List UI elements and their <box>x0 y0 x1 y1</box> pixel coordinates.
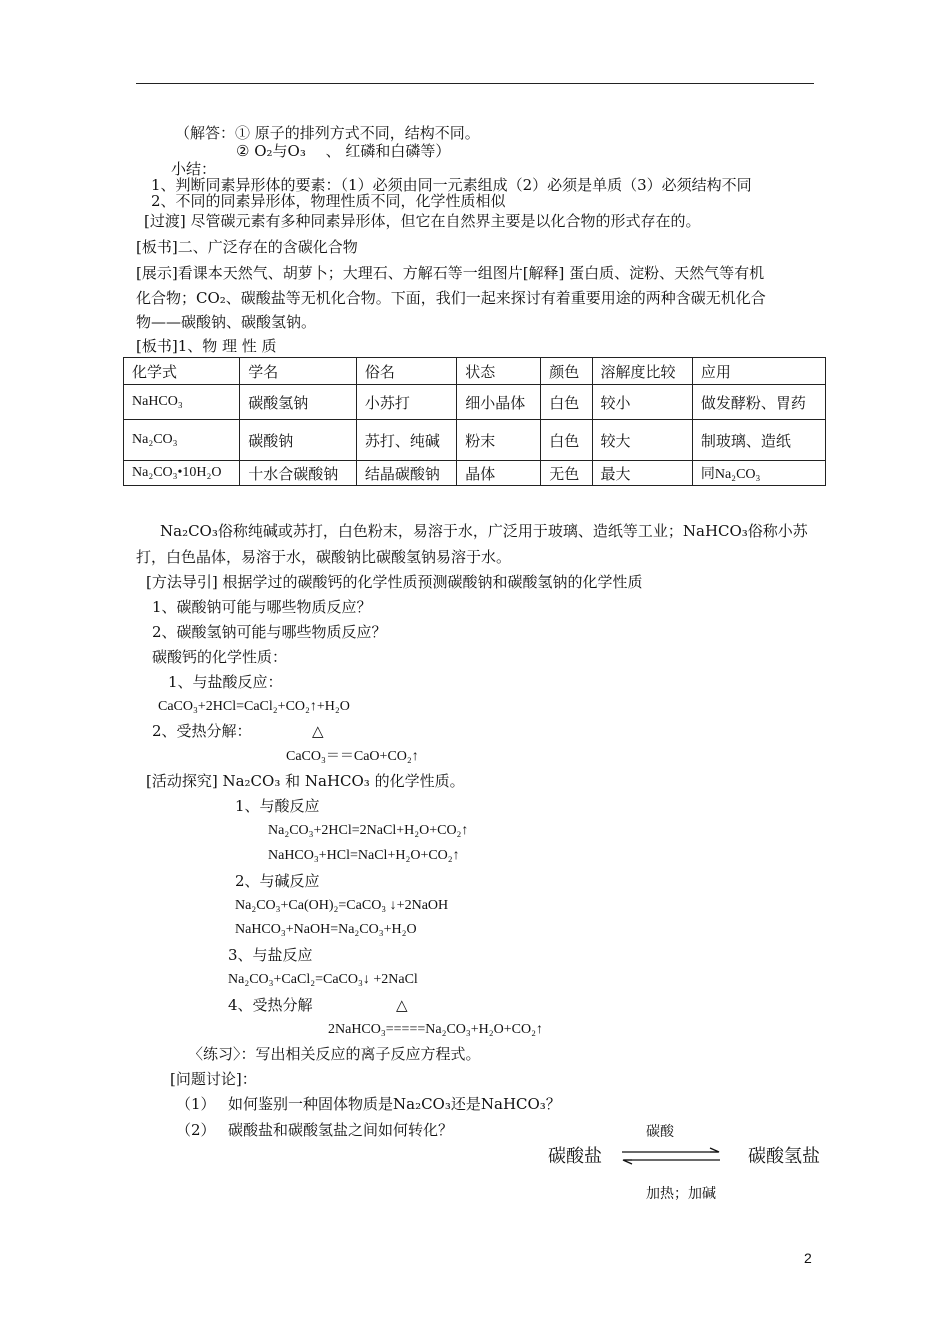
diagram-left-label: 碳酸盐 <box>548 1146 602 1167</box>
acid-equation-1: Na₂CO₃+2HCl=2NaCl+H₂O+CO₂↑ <box>268 823 469 838</box>
table-cell: 苏打、纯碱 <box>356 420 456 461</box>
board-heading-2: [板书]二、广泛存在的含碳化合物 <box>136 238 358 256</box>
caco3-heading-1: 1、与盐酸反应： <box>168 673 283 691</box>
table-row <box>124 461 826 486</box>
discussion-q2-number: （2） <box>176 1121 216 1139</box>
table-cell: 白色 <box>541 385 592 420</box>
page-number: 2 <box>804 1250 812 1266</box>
table-header: 应用 <box>692 358 825 385</box>
table-cell: 碳酸氢钠 <box>240 385 357 420</box>
summary-item-1: 1、判断同素异形体的要素：（1）必须由同一元素组成（2）必须是单质（3）必须结构不同 <box>151 176 752 194</box>
answer-line-1: （解答：① 原子的排列方式不同，结构不同。 <box>175 124 480 142</box>
table-cell: 结晶碳酸钠 <box>356 461 456 486</box>
summary-item-2: 2、不同的同素异形体，物理性质不同，化学性质相似 <box>151 192 506 210</box>
para-line-1: Na₂CO₃俗称纯碱或苏打，白色粉末，易溶于水，广泛用于玻璃、造纸等工业；NaHCO₃俗称小苏 <box>160 522 808 540</box>
table-row <box>124 385 826 420</box>
summary-title: 小结： <box>171 160 217 178</box>
table-cell: 无色 <box>541 461 592 486</box>
acid-heading: 1、与酸反应 <box>235 797 320 815</box>
table-cell: 小苏打 <box>356 385 456 420</box>
caco3-heading-2: 2、受热分解： <box>152 722 252 740</box>
table-header: 颜色 <box>541 358 592 385</box>
delta-symbol: △ <box>312 722 324 740</box>
table-cell: 做发酵粉、胃药 <box>692 385 825 420</box>
para-line-2: 打，白色晶体，易溶于水，碳酸钠比碳酸氢钠易溶于水。 <box>136 548 512 566</box>
table-cell: 同Na₂CO₃ <box>692 461 825 486</box>
table-cell: 白色 <box>541 420 592 461</box>
display-line-2: 化合物；CO₂、碳酸盐等无机化合物。下面，我们一起来探讨有着重要用途的两种含碳无机化合 <box>136 289 766 307</box>
caco3-equation-2: CaCO₃＝＝CaO+CO₂↑ <box>286 749 419 764</box>
transition-text: [过渡] 尽管碳元素有多种同素异形体，但它在自然界主要是以化合物的形式存在的。 <box>144 212 701 230</box>
heat-equation-1: 2NaHCO₃=====Na₂CO₃+H₂O+CO₂↑ <box>328 1022 543 1037</box>
table-header: 溶解度比较 <box>592 358 692 385</box>
table-header: 俗名 <box>356 358 456 385</box>
board-heading-1: [板书]1、物 理 性 质 <box>136 337 277 355</box>
question-2: 2、碳酸氢钠可能与哪些物质反应？ <box>152 623 387 641</box>
reversible-arrow-icon <box>618 1145 724 1167</box>
discussion-q1: 如何鉴别一种固体物质是Na₂CO₃还是NaHCO₃？ <box>228 1095 561 1113</box>
practice-text: 〈练习〉：写出相关反应的离子反应方程式。 <box>188 1045 481 1063</box>
header-rule <box>136 83 814 84</box>
answer-line-2: ② O₂与O₃ 、 红磷和白磷等） <box>236 142 451 160</box>
display-line-3: 物——碳酸钠、碳酸氢钠。 <box>136 313 317 331</box>
caco3-equation-1: CaCO₃+2HCl=CaCl₂+CO₂↑+H₂O <box>158 699 350 714</box>
table-row <box>124 420 826 461</box>
base-equation-1: Na₂CO₃+Ca(OH)₂=CaCO₃ ↓+2NaOH <box>235 898 449 913</box>
table-cell: 粉末 <box>457 420 541 461</box>
discussion-q2: 碳酸盐和碳酸氢盐之间如何转化？ <box>228 1121 454 1139</box>
activity-heading: [活动探究] Na₂CO₃ 和 NaHCO₃ 的化学性质。 <box>146 772 465 790</box>
discussion-title: [问题讨论]： <box>170 1070 257 1088</box>
diagram-right-label: 碳酸氢盐 <box>748 1146 820 1167</box>
table-header: 学名 <box>240 358 357 385</box>
table-cell: Na₂CO₃ <box>124 420 240 461</box>
caco3-title: 碳酸钙的化学性质： <box>152 648 288 666</box>
discussion-q1-number: （1） <box>176 1095 216 1113</box>
table-cell: 较小 <box>592 385 692 420</box>
table-cell: 最大 <box>592 461 692 486</box>
salt-heading: 3、与盐反应 <box>228 946 313 964</box>
base-heading: 2、与碱反应 <box>235 872 320 890</box>
table-cell: 晶体 <box>457 461 541 486</box>
salt-equation-1: Na₂CO₃+CaCl₂=CaCO₃↓ +2NaCl <box>228 972 418 987</box>
table-cell: 较大 <box>592 420 692 461</box>
heat-heading: 4、受热分解 <box>228 996 313 1014</box>
diagram-bottom-label: 加热；加碱 <box>646 1186 716 1202</box>
display-line-1: [展示]看课本天然气、胡萝卜；大理石、方解石等一组图片[解释] 蛋白质、淀粉、天然气等有机 <box>136 264 765 282</box>
physical-properties-table <box>123 357 826 486</box>
question-1: 1、碳酸钠可能与哪些物质反应？ <box>152 598 372 616</box>
table-cell: NaHCO₃ <box>124 385 240 420</box>
table-cell: 细小晶体 <box>457 385 541 420</box>
diagram-top-label: 碳酸 <box>646 1124 674 1140</box>
acid-equation-2: NaHCO₃+HCl=NaCl+H₂O+CO₂↑ <box>268 848 460 863</box>
table-header: 化学式 <box>124 358 240 385</box>
table-cell: 制玻璃、造纸 <box>692 420 825 461</box>
delta-symbol: △ <box>396 996 408 1014</box>
table-header: 状态 <box>457 358 541 385</box>
base-equation-2: NaHCO₃+NaOH=Na₂CO₃+H₂O <box>235 922 417 937</box>
table-cell: 碳酸钠 <box>240 420 357 461</box>
table-header-row <box>124 358 826 385</box>
table-cell: 十水合碳酸钠 <box>240 461 357 486</box>
table-cell: Na₂CO₃•10H₂O <box>124 461 240 486</box>
method-guide: [方法导引] 根据学过的碳酸钙的化学性质预测碳酸钠和碳酸氢钠的化学性质 <box>146 573 643 591</box>
